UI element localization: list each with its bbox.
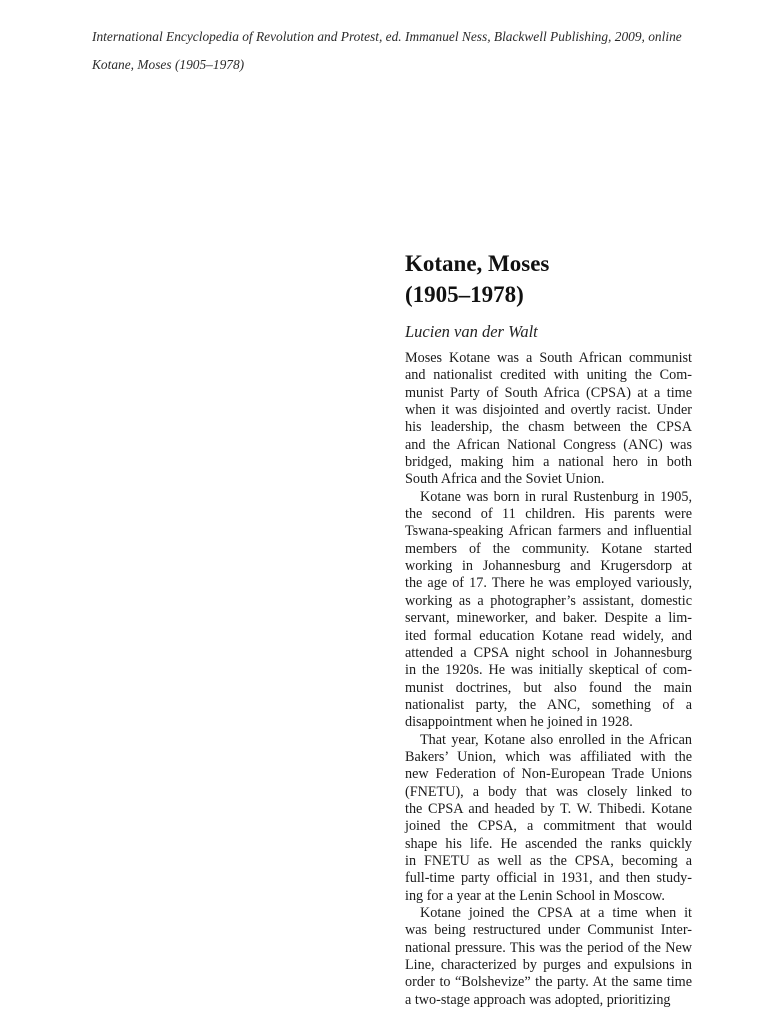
paragraph xyxy=(405,905,692,1009)
running-head-entry-ref: Kotane, Moses (1905–1978) xyxy=(92,57,245,72)
paragraph-line: in FNETU as well as the CPSA, becoming a xyxy=(405,852,692,869)
article-body xyxy=(405,350,692,1009)
paragraph-line: Moses Kotane was a South African communist xyxy=(405,350,692,366)
paragraph xyxy=(405,489,692,732)
paragraph-line: (FNETU), a body that was closely linked to xyxy=(405,783,692,800)
paragraph-line: members of the community. Kotane started xyxy=(405,540,692,557)
paragraph-line: in the 1920s. He was initially skeptical of com- xyxy=(405,662,692,679)
paragraph-line: national pressure. This was the period of the New xyxy=(405,939,692,956)
paragraph-line: munist Party of South Africa (CPSA) at a time xyxy=(405,384,692,401)
paragraph-line: a two-stage approach was adopted, prioritizing xyxy=(405,991,671,1008)
article-title-name: Kotane, Moses xyxy=(405,251,550,276)
paragraph-line: bridged, making him a national hero in both xyxy=(405,454,692,471)
paragraph-line: Tswana-speaking African farmers and influential xyxy=(405,523,692,540)
paragraph-line: munist doctrines, but also found the main xyxy=(405,679,692,696)
paragraph-line: Kotane was born in rural Rustenburg in 1905, xyxy=(420,488,692,505)
paragraph-line: That year, Kotane also enrolled in the African xyxy=(420,731,692,748)
paragraph-line: the second of 11 children. His parents were xyxy=(405,506,692,523)
paragraph-line: new Federation of Non-European Trade Unions xyxy=(405,766,692,783)
paragraph-line: Bakers’ Union, which was affiliated with the xyxy=(405,748,692,765)
paragraph-line: when it was disjointed and overtly racist. Under xyxy=(405,402,692,419)
paragraph-line: joined the CPSA, a commitment that would xyxy=(405,818,692,835)
paragraph-line: South Africa and the Soviet Union. xyxy=(405,471,605,488)
paragraph-line: the CPSA and headed by T. W. Thibedi. Kotane xyxy=(405,800,692,817)
paragraph-line: servant, mineworker, and baker. Despite a lim- xyxy=(405,610,692,627)
article-title-dates: (1905–1978) xyxy=(405,282,524,307)
paragraph-line: working in Johannesburg and Krugersdorp at xyxy=(405,558,692,575)
paragraph xyxy=(405,732,692,905)
paragraph-line: and nationalist credited with uniting the Com- xyxy=(405,367,692,384)
paragraph-line: and the African National Congress (ANC) was xyxy=(405,436,692,453)
paragraph-line: working as a photographer’s assistant, domestic xyxy=(405,592,692,609)
paragraph-line: nationalist party, the ANC, something of a xyxy=(405,696,692,713)
paragraph-line: his leadership, the chasm between the CPSA xyxy=(405,419,692,436)
article xyxy=(405,248,692,1009)
paragraph-line: Kotane joined the CPSA at a time when it xyxy=(420,905,692,921)
paragraph-line: ing for a year at the Lenin School in Moscow. xyxy=(405,887,665,904)
paragraph xyxy=(405,350,692,489)
paragraph-line: the age of 17. There he was employed variously, xyxy=(405,575,692,592)
paragraph-line: ited formal education Kotane read widely, and xyxy=(405,627,692,644)
article-author: Lucien van der Walt xyxy=(405,322,538,341)
article-title xyxy=(405,248,692,310)
running-head-citation: International Encyclopedia of Revolution and Protest, ed. Immanuel Ness, Blackwell Publishing, 2009, online xyxy=(92,29,682,44)
paragraph-line: Line, characterized by purges and expulsions in xyxy=(405,957,692,974)
paragraph-line: disappointment when he joined in 1928. xyxy=(405,714,633,731)
paragraph-line: was being restructured under Communist Inter- xyxy=(405,922,692,939)
paragraph-line: shape his life. He ascended the ranks quickly xyxy=(405,835,692,852)
paragraph-line: full-time party official in 1931, and then study- xyxy=(405,870,692,887)
paragraph-line: attended a CPSA night school in Johannesburg xyxy=(405,644,692,661)
paragraph-line: order to “Bolshevize” the party. At the same time xyxy=(405,974,692,991)
